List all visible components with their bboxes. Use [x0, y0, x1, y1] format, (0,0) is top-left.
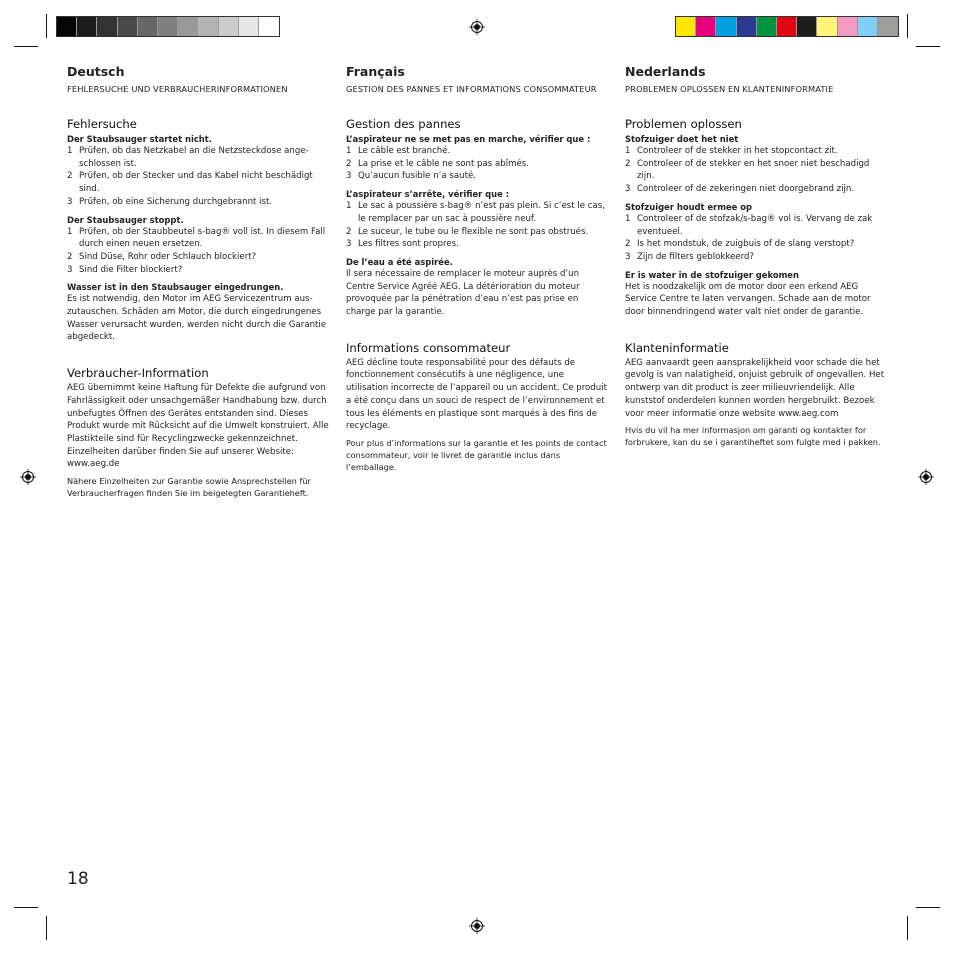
list-item-text: Prüfen, ob eine Sicherung durchgebrannt ist. — [79, 196, 273, 207]
list-item-text: Controleer of de stekker in het stopcontact zit. — [637, 146, 838, 156]
list-item-text: Controleer of de stofzak/s-bag® vol is. Vervang de zak eventueel. — [637, 213, 873, 237]
list-item-text: Controleer of de zekeringen niet doorgebrand zijn. — [637, 184, 855, 195]
list-item-text: Le sac à poussière s-bag® n’est pas plein. Si c’est le cas, le remplacer par un sac à poussière neuf. — [358, 201, 605, 224]
color-swatch — [838, 17, 858, 36]
consumer-info-heading: Informations consommateur — [346, 340, 511, 355]
color-swatch — [158, 17, 178, 36]
list-item-number: 2 — [346, 226, 352, 237]
color-swatch — [716, 17, 736, 36]
consumer-info-text: AEG aanvaardt geen aansprakelijkheid voor schade die het gevolg is van nalatigheid, onjuist gebruik of ongevallen. Het ontwerp van dit product is zeer milieuvriendelijk. Alle kunststof onderdelen kunnen worden hergebruikt. Bezoek voor meer informatie onze website www.aeg.com — [625, 357, 885, 419]
list-item — [67, 264, 329, 277]
process-color-bar — [675, 16, 899, 37]
list-item-number: 1 — [625, 213, 631, 224]
list-item-number: 1 — [346, 201, 352, 212]
water-text: Il sera nécessaire de remplacer le moteur auprès d’un Centre Service Agréé AEG. La détérioration du moteur provoquée par la pénétration d’eau n’est pas prise en charge par la garantie. — [346, 268, 580, 318]
water-question: De l’eau a été aspirée. — [346, 256, 453, 267]
troubleshooting-heading: Fehlersuche — [67, 117, 137, 131]
registration-mark-icon — [469, 19, 485, 35]
list-item-number: 3 — [346, 239, 352, 250]
list-item-number: 2 — [67, 171, 73, 182]
color-swatch — [198, 17, 218, 36]
list-item-text: Zijn de filters geblokkeerd? — [637, 251, 754, 262]
list-item — [625, 251, 887, 264]
problem-question: Der Staubsauger stoppt. — [67, 214, 184, 225]
list-item-number: 2 — [346, 158, 352, 169]
warranty-note: Nähere Einzelheiten zur Garantie sowie Ansprechstellen für Verbraucherfragen finden Sie im beigelegten Garantieheft. — [67, 476, 311, 498]
check-list — [67, 226, 329, 277]
color-swatch — [259, 17, 279, 36]
troubleshooting-heading: Gestion des pannes — [346, 117, 461, 131]
list-item-number: 3 — [67, 264, 73, 275]
crop-mark — [916, 907, 940, 908]
list-item — [67, 170, 329, 195]
list-item-number: 1 — [67, 146, 73, 156]
check-list — [346, 200, 608, 251]
color-swatch — [777, 17, 797, 36]
list-item-text: Is het mondstuk, de zuigbuis of de slang verstopt? — [637, 239, 855, 250]
list-item — [625, 158, 887, 183]
consumer-info-heading: Klanteninformatie — [625, 340, 729, 355]
list-item-number: 1 — [67, 226, 73, 237]
color-swatch — [797, 17, 817, 36]
color-swatch — [696, 17, 716, 36]
list-item-text: Le suceur, le tube ou le flexible ne sont pas obstrués. — [358, 226, 589, 237]
crop-mark — [14, 46, 38, 47]
warranty-note: Hvis du vil ha mer informasjon om garanti og kontakter for forbrukere, kan du se i garantiheftet som fulgte med i pakken. — [625, 425, 881, 448]
crop-mark — [14, 907, 38, 908]
problem-question: Stofzuiger houdt ermee op — [625, 201, 753, 212]
list-item-text: La prise et le câble ne sont pas abîmés. — [358, 158, 529, 169]
list-item — [625, 238, 887, 251]
list-item-number: 3 — [625, 251, 631, 262]
list-item-number: 3 — [346, 171, 352, 182]
list-item-text: Sind Düse, Rohr oder Schlauch blockiert? — [79, 251, 257, 262]
crop-mark — [907, 14, 908, 38]
language-heading: Français — [346, 64, 405, 79]
list-item — [346, 226, 608, 239]
list-item — [346, 238, 608, 251]
crop-mark — [907, 916, 908, 940]
color-swatch — [57, 17, 77, 36]
list-item-number: 3 — [625, 184, 631, 195]
list-item-text: Le câble est branché. — [358, 146, 451, 156]
consumer-info-text: AEG décline toute responsabilité pour des défauts de fonctionnement consécutifs à une négligence, une utilisation incorrecte de l’appareil ou un accident. Ce produit a été conçu dans un souci de respect de l’environnement et tous les éléments en plastique sont marqués à des fins de recyclage. — [346, 357, 607, 432]
troubleshooting-groups — [346, 133, 608, 251]
list-item-text: Qu’aucun fusible n’a sauté. — [358, 171, 476, 182]
color-swatch — [676, 17, 696, 36]
color-swatch — [757, 17, 777, 36]
color-swatch — [219, 17, 239, 36]
list-item-number: 1 — [346, 146, 352, 156]
color-swatch — [737, 17, 757, 36]
list-item-number: 2 — [625, 239, 631, 250]
crop-mark — [46, 916, 47, 940]
check-list — [67, 145, 329, 209]
list-item — [625, 145, 887, 158]
section-subtitle: GESTION DES PANNES ET INFORMATIONS CONSOMMATEUR — [346, 84, 597, 94]
section-subtitle: PROBLEMEN OPLOSSEN EN KLANTENINFORMATIE — [625, 84, 834, 94]
list-item-text: Prüfen, ob der Staubbeutel s-bag® voll ist. In diesem Fall durch einen neuen ersetzen. — [79, 226, 326, 250]
color-swatch — [858, 17, 878, 36]
crop-mark — [916, 46, 940, 47]
problem-question: L’aspirateur ne se met pas en marche, vérifier que : — [346, 134, 591, 144]
color-swatch — [97, 17, 117, 36]
language-heading: Nederlands — [625, 64, 706, 79]
page-number: 18 — [67, 869, 89, 889]
list-item — [67, 145, 329, 170]
water-question: Wasser ist in den Staubsauger eingedrungen. — [67, 282, 284, 293]
problem-question: L’aspirateur s’arrête, vérifier que : — [346, 189, 510, 200]
list-item-number: 2 — [625, 158, 631, 169]
water-text: Het is noodzakelijk om de motor door een erkend AEG Service Centre te laten vervangen. Schade aan de motor door binnendringend water valt niet onder de garantie. — [625, 281, 871, 318]
consumer-info-text: AEG übernimmt keine Haftung für Defekte die aufgrund von Fahrlässigkeit oder unsachgemäßer Handhabung bzw. durch unbefugtes Öffnen des Gerätes entstanden sind. Dieses Produkt wurde mit Rücksicht auf die Umwelt konstruiert. Alle Plastikteile sind für Recyclingzwecke gekennzeichnet. Einzelheiten darüber finden Sie auf unserer Website: www.aeg.de — [67, 383, 329, 470]
list-item — [346, 170, 608, 183]
language-heading: Deutsch — [67, 64, 125, 79]
list-item — [625, 183, 887, 196]
problem-question: Stofzuiger doet het niet — [625, 134, 739, 144]
check-list — [625, 145, 887, 196]
list-item — [346, 158, 608, 171]
list-item-text: Les filtres sont propres. — [358, 239, 459, 250]
grayscale-color-bar — [56, 16, 280, 37]
list-item-number: 2 — [67, 251, 73, 262]
check-list — [625, 213, 887, 264]
color-swatch — [118, 17, 138, 36]
color-swatch — [138, 17, 158, 36]
troubleshooting-groups — [67, 133, 329, 276]
troubleshooting-groups — [625, 133, 887, 264]
crop-mark — [46, 14, 47, 38]
list-item — [346, 200, 608, 225]
troubleshooting-heading: Problemen oplossen — [625, 117, 742, 131]
problem-question: Der Staubsauger startet nicht. — [67, 134, 212, 144]
list-item-number: 1 — [625, 146, 631, 156]
color-swatch — [817, 17, 837, 36]
section-subtitle: FEHLERSUCHE UND VERBRAUCHERINFORMATIONEN — [67, 84, 288, 94]
list-item — [67, 196, 329, 209]
list-item-text: Prüfen, ob der Stecker und das Kabel nicht beschädigt sind. — [79, 171, 313, 195]
check-list — [346, 145, 608, 183]
consumer-info-heading: Verbraucher-Information — [67, 366, 209, 381]
registration-mark-icon — [469, 918, 485, 934]
registration-mark-icon — [918, 469, 934, 485]
list-item — [625, 213, 887, 238]
column-nederlands — [625, 64, 887, 449]
list-item — [67, 251, 329, 264]
list-item-text: Controleer of de stekker en het snoer niet beschadigd zijn. — [637, 158, 870, 182]
water-text: Es ist notwendig, den Motor im AEG Servicezentrum aus-zutauschen. Schäden am Motor, die durch eingedrungenes Wasser verursacht wurden, werden nicht durch die Garantie abgedeckt. — [67, 294, 327, 343]
column-francais — [346, 64, 608, 473]
list-item-number: 3 — [67, 196, 73, 207]
color-swatch — [239, 17, 259, 36]
color-swatch — [878, 17, 898, 36]
list-item-text: Sind die Filter blockiert? — [79, 264, 183, 275]
column-deutsch — [67, 64, 329, 500]
color-swatch — [77, 17, 97, 36]
list-item — [67, 226, 329, 251]
warranty-note: Pour plus d’informations sur la garantie et les points de contact consommateur, voir le livret de garantie inclus dans l’emballage. — [346, 437, 607, 472]
registration-mark-icon — [20, 469, 36, 485]
color-swatch — [178, 17, 198, 36]
water-question: Er is water in de stofzuiger gekomen — [625, 269, 799, 280]
list-item — [346, 145, 608, 158]
list-item-text: Prüfen, ob das Netzkabel an die Netzsteckdose ange-schlossen ist. — [79, 146, 309, 169]
